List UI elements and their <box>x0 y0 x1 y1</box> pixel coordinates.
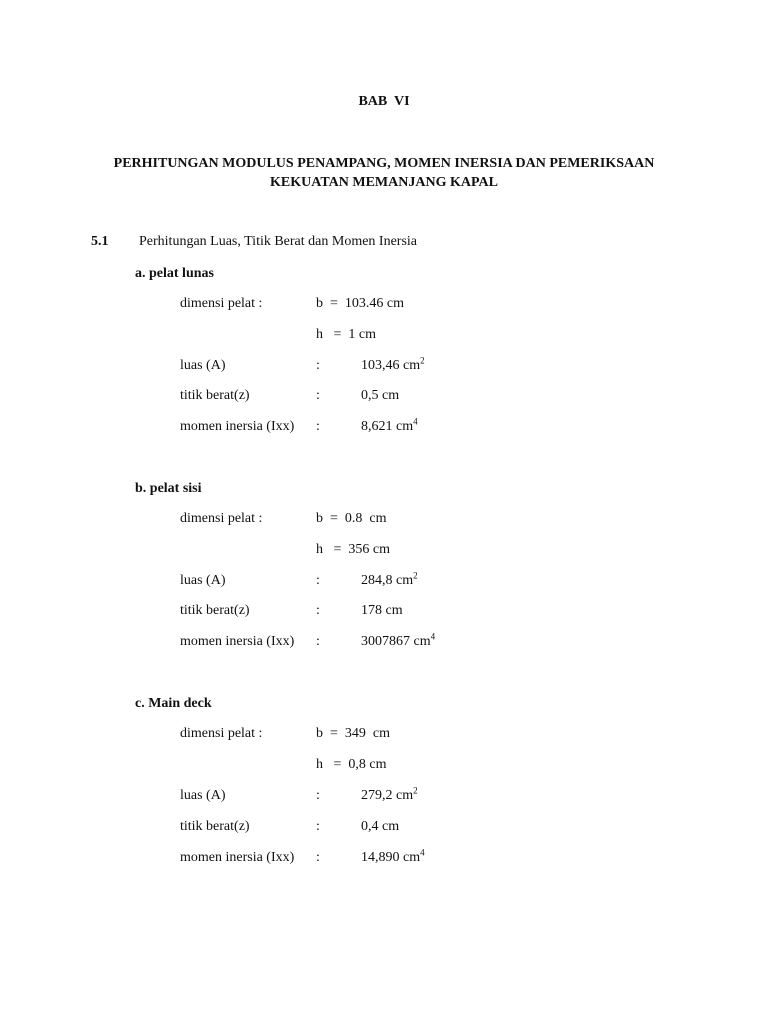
inertia-number: 14,890 cm <box>361 850 421 865</box>
area-separator: : <box>316 358 320 373</box>
inertia-separator: : <box>316 634 320 649</box>
area-number: 103,46 cm <box>361 358 421 373</box>
area-number: 279,2 cm <box>361 788 414 803</box>
area-label: luas (A) <box>180 358 226 373</box>
subsection-heading-a: a. pelat lunas <box>135 266 214 281</box>
area-value <box>361 570 418 589</box>
centroid-separator: : <box>316 603 320 618</box>
dimension-label: dimensi pelat : <box>180 726 263 741</box>
subsection-heading-c: c. Main deck <box>135 696 212 711</box>
inertia-number: 3007867 cm <box>361 634 431 649</box>
chapter-heading: BAB VI <box>358 94 410 109</box>
inertia-row <box>0 631 768 652</box>
inertia-number: 8,621 cm <box>361 419 414 434</box>
inertia-value <box>361 847 425 866</box>
dimension-label: dimensi pelat : <box>180 296 263 311</box>
inertia-exponent: 4 <box>430 631 436 642</box>
area-exponent: 2 <box>413 570 418 581</box>
inertia-exponent: 4 <box>420 847 425 858</box>
area-row <box>0 785 768 806</box>
inertia-row <box>0 416 768 437</box>
centroid-row <box>0 819 768 837</box>
centroid-value: 178 cm <box>361 603 403 618</box>
dimension-b-row <box>0 296 768 314</box>
area-exponent: 2 <box>413 785 418 796</box>
document-title <box>0 154 768 192</box>
section-number: 5.1 <box>91 234 109 249</box>
centroid-row <box>0 388 768 406</box>
centroid-value: 0,5 cm <box>361 388 400 403</box>
title-line: PERHITUNGAN MODULUS PENAMPANG, MOMEN INERSIA DAN PEMERIKSAAN <box>113 156 655 171</box>
title-line: KEKUATAN MEMANJANG KAPAL <box>270 175 498 190</box>
area-row <box>0 570 768 591</box>
inertia-value <box>361 416 418 435</box>
centroid-label: titik berat(z) <box>180 819 250 834</box>
dimension-h-value: h = 1 cm <box>316 327 376 342</box>
centroid-row <box>0 603 768 621</box>
area-value <box>361 355 425 374</box>
inertia-row <box>0 847 768 868</box>
inertia-separator: : <box>316 419 320 434</box>
dimension-label: dimensi pelat : <box>180 511 263 526</box>
dimension-h-row <box>0 757 768 775</box>
dimension-h-value: h = 0,8 cm <box>316 757 387 772</box>
area-number: 284,8 cm <box>361 573 414 588</box>
dimension-h-value: h = 356 cm <box>316 542 390 557</box>
subsection-heading-b: b. pelat sisi <box>135 481 202 496</box>
section-title: Perhitungan Luas, Titik Berat dan Momen Inersia <box>139 234 418 249</box>
centroid-label: titik berat(z) <box>180 603 250 618</box>
dimension-b-value: b = 103.46 cm <box>316 296 404 311</box>
area-exponent: 2 <box>420 355 425 366</box>
area-row <box>0 355 768 376</box>
dimension-b-value: b = 349 cm <box>316 726 390 741</box>
dimension-h-row <box>0 327 768 345</box>
dimension-h-row <box>0 542 768 560</box>
inertia-label: momen inersia (Ixx) <box>180 634 295 649</box>
dimension-b-value: b = 0.8 cm <box>316 511 387 526</box>
centroid-separator: : <box>316 819 320 834</box>
inertia-value <box>361 631 436 650</box>
centroid-label: titik berat(z) <box>180 388 250 403</box>
dimension-b-row <box>0 726 768 744</box>
area-separator: : <box>316 788 320 803</box>
dimension-b-row <box>0 511 768 529</box>
area-value <box>361 785 418 804</box>
inertia-exponent: 4 <box>413 416 418 427</box>
area-separator: : <box>316 573 320 588</box>
inertia-label: momen inersia (Ixx) <box>180 850 295 865</box>
area-label: luas (A) <box>180 788 226 803</box>
area-label: luas (A) <box>180 573 226 588</box>
inertia-separator: : <box>316 850 320 865</box>
centroid-value: 0,4 cm <box>361 819 400 834</box>
centroid-separator: : <box>316 388 320 403</box>
inertia-label: momen inersia (Ixx) <box>180 419 295 434</box>
